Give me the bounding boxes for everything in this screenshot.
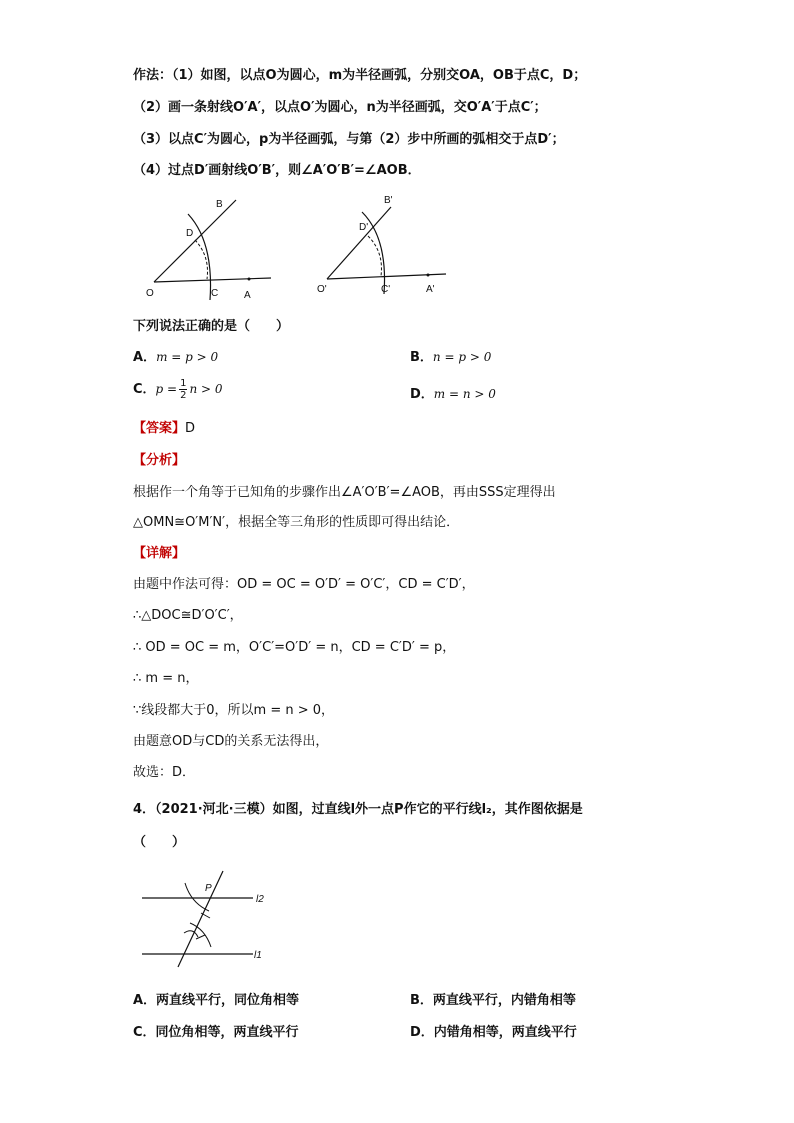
method-step-4: （4）过点D′画射线O′B′，则∠A′O′B′=∠AOB． (133, 163, 421, 178)
option-b-expr: n = p > 0 (432, 350, 492, 364)
option-d-letter: D． (410, 387, 434, 402)
q4-option-b[interactable]: B．两直线平行，内错角相等 (410, 993, 576, 1008)
fig1-label-a: A (244, 290, 251, 301)
fig1-label-d: D (186, 228, 194, 239)
detail-line: ∴△DOC≅D′O′C′， (133, 608, 243, 623)
q4-option-c[interactable]: C．同位角相等，两直线平行 (133, 1025, 299, 1040)
fig1-label-c: C (211, 288, 219, 299)
detail-tag: 【详解】 (133, 546, 186, 561)
analysis-line-1: 根据作一个角等于已知角的步骤作出∠A′O′B′=∠AOB，再由SSS定理得出 (133, 485, 556, 500)
fig1-label-o: O (146, 288, 154, 299)
method-step-3: （3）以点C′为圆心，p为半径画弧，与第（2）步中所画的弧相交于点D′； (133, 132, 565, 147)
fig1-label-b: B (216, 199, 223, 210)
option-d[interactable] (410, 385, 496, 404)
q4-fig-label-p: P (205, 883, 212, 894)
option-c[interactable] (133, 378, 223, 401)
answer-tag: 【答案】 (133, 421, 186, 436)
figure-angle-a-prime-o-prime-b-prime (312, 190, 462, 305)
option-a-letter: A． (133, 350, 157, 365)
fig2-label-b: B' (384, 195, 393, 206)
option-c-lhs: p = (155, 382, 178, 396)
fig2-label-a: A' (426, 284, 435, 295)
option-a-expr: m = p > 0 (156, 350, 219, 364)
detail-line: ∵线段都大于0，所以m = n > 0， (133, 703, 335, 718)
option-b[interactable] (410, 348, 491, 367)
q4-option-a[interactable]: A．两直线平行，同位角相等 (133, 993, 300, 1008)
fig2-label-d: D' (359, 222, 369, 233)
q4-option-d[interactable]: D．内错角相等，两直线平行 (410, 1025, 577, 1040)
detail-line: ∴ m = n， (133, 671, 199, 686)
option-c-numerator: 1 (180, 378, 187, 389)
option-b-letter: B． (410, 350, 433, 365)
fig2-label-o: O' (317, 284, 327, 295)
detail-line: 由题意OD与CD的关系无法得出， (133, 734, 329, 749)
option-a[interactable] (133, 348, 218, 367)
option-c-rhs: n > 0 (189, 382, 223, 396)
q4-fig-label-l1: l1 (254, 950, 262, 961)
method-step-1: 作法：（1）如图，以点O为圆心，m为半径画弧，分别交OA，OB于点C，D； (133, 68, 587, 83)
q4-fig-label-l2: l2 (256, 894, 264, 905)
figure-parallel-construction (135, 865, 275, 975)
question-prompt: 下列说法正确的是（ ） (133, 319, 290, 334)
q4-stem: 4．（2021·河北·三模）如图，过直线l外一点P作它的平行线l₂，其作图依据是 (133, 802, 583, 817)
answer-value: D (185, 421, 196, 436)
analysis-tag: 【分析】 (133, 453, 186, 468)
q4-paren: （ ） (133, 835, 186, 850)
option-c-fraction (179, 378, 187, 401)
detail-line: 故选：D． (133, 765, 196, 780)
option-c-denominator: 2 (180, 390, 187, 401)
option-c-letter: C． (133, 382, 156, 397)
method-step-2: （2）画一条射线O′A′，以点O′为圆心，n为半径画弧，交O′A′于点C′； (133, 100, 547, 115)
fig2-label-c: C' (381, 284, 391, 295)
figure-angle-aob (140, 190, 290, 305)
analysis-line-2: △OMN≅O′M′N′，根据全等三角形的性质即可得出结论． (133, 515, 460, 530)
detail-line: 由题中作法可得：OD = OC = O′D′ = O′C′，CD = C′D′， (133, 577, 475, 592)
answer-line (133, 420, 195, 438)
detail-line: ∴ OD = OC = m，O′C′=O′D′ = n，CD = C′D′ = p， (133, 640, 456, 655)
option-d-expr: m = n > 0 (433, 387, 496, 401)
